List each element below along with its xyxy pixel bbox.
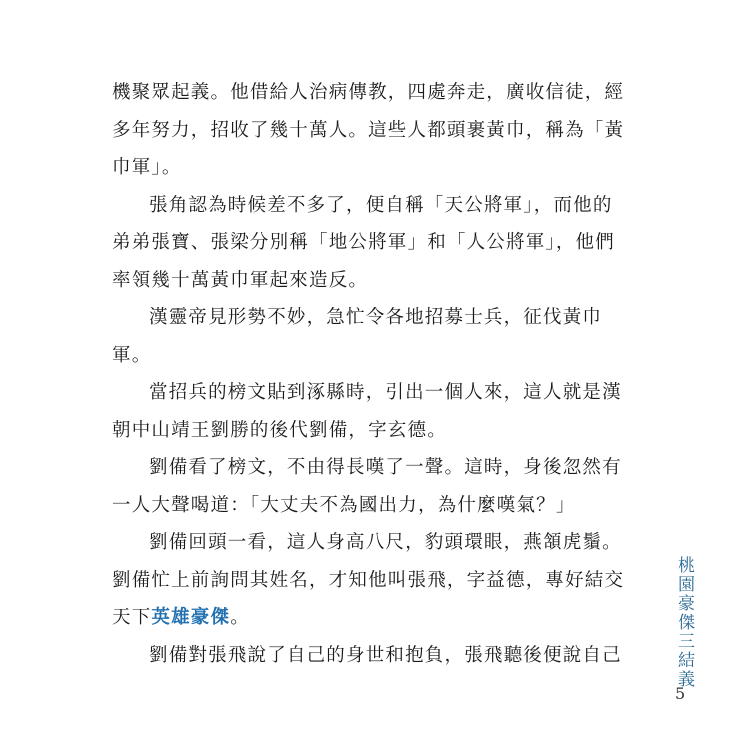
text-line-12: 一人大聲喝道：「大丈夫不為國出力，為什麼嘆氣？」 — [112, 494, 576, 516]
text-line-4: 張角認為時候差不多了，便自稱「天公將軍」，而他的 — [149, 194, 613, 216]
text-line-6: 率領幾十萬黃巾軍起來造反。 — [112, 269, 369, 291]
text-line-13: 劉備回頭一看，這人身高八尺，豹頭環眼，燕頷虎鬚。 — [149, 532, 622, 553]
text-line-1: 機聚眾起義。他借給人治病傳教，四處奔走，廣收信徒，經 — [112, 82, 625, 103]
text-after-highlight: 。 — [230, 607, 250, 628]
body-text — [112, 74, 632, 674]
page-number: 5 — [675, 684, 686, 703]
text-line-11: 劉備看了榜文，不由得長嘆了一聲。這時，身後忽然有 — [149, 457, 622, 478]
text-line-15 — [112, 599, 632, 637]
text-line-8: 軍。 — [112, 344, 152, 366]
text-line-16: 劉備對張飛說了自己的身世和抱負，張飛聽後便說自己 — [149, 644, 622, 666]
text-line-10: 朝中山靖王劉勝的後代劉備，字玄德。 — [112, 419, 447, 441]
text-line-14: 劉備忙上前詢問其姓名，才知他叫張飛，字益德，專好結交 — [112, 569, 625, 591]
chapter-title-vertical: 桃園豪傑三結義 — [674, 556, 694, 689]
text-line-7: 漢靈帝見形勢不妙，急忙令各地招募士兵，征伐黃巾 — [149, 307, 603, 328]
highlighted-term: 英雄豪傑 — [151, 607, 231, 628]
text-line-5: 弟弟張寶、張梁分別稱「地公將軍」和「人公將軍」，他們 — [112, 232, 615, 253]
text-before-highlight: 天下 — [112, 607, 152, 628]
text-line-2: 多年努力，招收了幾十萬人。這些人都頭裹黃巾，稱為「黃 — [112, 119, 625, 141]
text-line-3: 巾軍」。 — [112, 157, 182, 178]
text-line-9: 當招兵的榜文貼到涿縣時，引出一個人來，這人就是漢 — [149, 382, 622, 403]
